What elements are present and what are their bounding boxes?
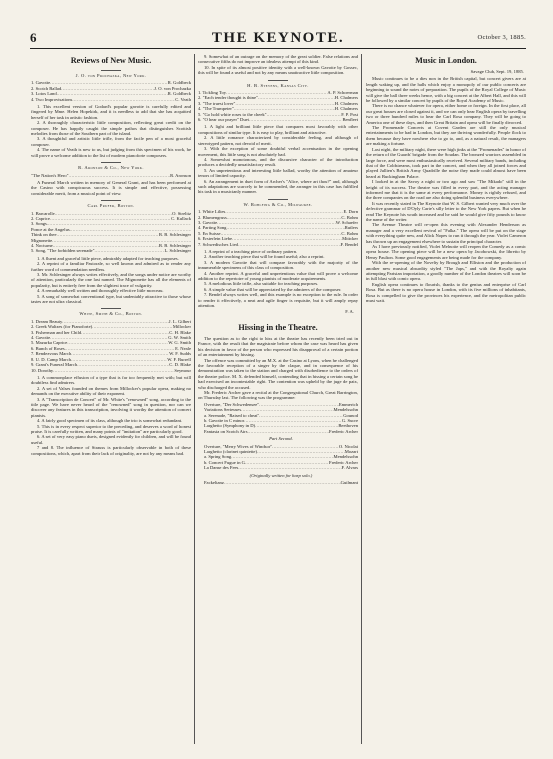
item-title: Fantasia on Scotch Airs — [204, 428, 248, 434]
list-item — [198, 117, 358, 122]
item-title: 4. Nocturne — [31, 242, 53, 248]
column-right — [366, 54, 526, 744]
section-publisher: J. O. von Prochazka, New York. — [31, 70, 191, 78]
item-composer: G. W. Smith — [168, 335, 191, 341]
item-composer: L. Schlesinger — [164, 248, 191, 254]
item-title: 1. Dream Beauty — [31, 318, 63, 324]
paragraph: 9. Somewhat of an outrage on the memory of the great soldier. False relations and consecutive fifths do not improve an idealess attempt of this kind. — [198, 54, 358, 65]
paragraph: English opera continues to flourish, thanks to the genius and enterprise of Carl Rosa. But as there is no opera house in London, with its five millions of inhabitants, Rosa is compelled to give the provinces his experience, and the metropolitan public must wait. — [366, 281, 526, 304]
item-title: La Danse des Fees — [204, 465, 239, 471]
item-composer: O. Strelitz — [172, 210, 191, 216]
paragraph: 6. An arrangement in duet form of Archer's "Alice, where art thou?" and, although such adaptations are scarcely to be commended, the arranger in this case has fulfilled his task in a musicianly manner. — [198, 178, 358, 195]
column-left — [31, 54, 191, 744]
item-composer: Rutlers — [344, 225, 358, 231]
item-title: 2. Greek Waltzes (for Pianoforte) — [31, 324, 93, 330]
item-title: 5. En Suisse — [198, 230, 221, 236]
review-signature: F. A. — [345, 309, 354, 315]
item-composer: C. D. Blake — [169, 362, 191, 368]
leader-dots — [249, 117, 342, 122]
paragraph: 5. A melodious little trifle, also suitable for teaching purposes. — [204, 281, 319, 287]
review-paragraphs — [31, 104, 191, 158]
paragraph: 3. A thoughtful and artistic little trifle, from the facile pen of a most graceful composer. — [31, 136, 191, 147]
paragraph: 6. A simple value that will be appreciated by the admirers of the composer. — [204, 286, 342, 292]
item-composer: E. Dorn — [343, 209, 358, 215]
item-composer: Beethoven — [338, 423, 358, 429]
leader-dots — [69, 173, 171, 178]
item-title: Overture, "Merry Wives of Windsor" — [204, 443, 273, 449]
item-title: a. Serenade, "Raised to cheat" — [204, 412, 260, 418]
item-composer: R. Goldbeck — [167, 80, 191, 86]
item-title: Fackeltanz — [204, 480, 224, 486]
item-composer: C. Kullack — [171, 215, 191, 221]
item-title: 1. White Lilies — [198, 209, 226, 215]
item-title: a. Spring Song — [204, 454, 232, 460]
item-title: 8. U. D. Camp March — [31, 356, 71, 362]
item-title: 4. Gavotte — [31, 335, 51, 341]
list-item — [204, 480, 358, 485]
item-title: 4. Parting Song — [198, 225, 227, 231]
item-title: 3. Songs. — [31, 221, 48, 227]
item-composer: Mozart — [344, 449, 358, 454]
item-title: 6. Ersterlein Liebe — [198, 236, 233, 242]
paragraph: Mr. Frederic Archer gave a recital at the Congregational Church, Great Barrington, on Thursday last. The following was the programme: — [198, 389, 358, 401]
paragraph: 2. A reprint of a familiar Pastorale, so well known and admired as to render any further word of commendation needless. — [31, 261, 191, 272]
list-item — [204, 429, 358, 434]
section-publisher: Carl Prufer, Boston. — [31, 200, 191, 208]
paragraph: 1. A fluent and graceful little piece, admirably adapted for teaching purposes. — [37, 255, 179, 261]
list-item — [31, 173, 191, 178]
item-composer: R. Aronson — [170, 172, 191, 178]
paragraph: 1. This excellent version of Godard's popular gavotte is carefully edited and fingered by Mme. Helen Hopekirk, and it is needless to add that she has acquitted herself of her task in artistic fashion. — [31, 104, 191, 120]
item-title: Larghetto (clarinet quintette) — [204, 449, 257, 454]
list-item — [198, 242, 358, 247]
paragraph: 4. The name of Veath is new to us, but judging from this specimen of his work, he will prove a welcome addition to the list of modern pianoforte composers. — [31, 147, 191, 158]
list-item — [204, 465, 358, 470]
item-title: 6. Bunch of Roses — [31, 345, 65, 351]
item-title: 2. Blumengruss — [198, 214, 227, 220]
item-title: 1. Tickling Toy — [198, 90, 227, 96]
paragraph: 7. Bendel always writes well, and this example is no exception to the rule. In order to render it effectively, a neat and agile finger is requisite, but it will amply repay attention. — [198, 292, 358, 309]
item-title: b. Gavotte in C minor — [204, 417, 245, 423]
paragraph: 5. This is in every respect superior to the preceding, and deserves a word of honest praise. It is carefully written, and many points of "imitation" are particularly good. — [31, 423, 191, 434]
leader-dots — [224, 480, 341, 485]
column-middle — [198, 54, 358, 744]
item-title: Ponce at the Angelus — [31, 226, 70, 232]
item-composer: F. Bendel — [340, 241, 358, 247]
leader-dots — [238, 465, 341, 470]
item-title: 3. Lotos Land — [31, 91, 57, 97]
item-title: 1. Gavotte — [31, 80, 51, 86]
music-list — [198, 90, 358, 122]
item-composer: F. P. Post — [341, 111, 358, 117]
article-title-reviews: Reviews of New Music. — [70, 56, 152, 65]
item-composer: A. P. Schoerman — [327, 90, 358, 96]
item-composer: Gounod — [343, 412, 358, 418]
list-item — [31, 368, 191, 373]
item-composer: Benfleet — [342, 117, 358, 123]
article-title-london: Music in London. — [415, 56, 477, 65]
item-title: 10. Dorothy — [31, 367, 54, 373]
item-composer: O. Nicolai — [338, 443, 358, 449]
paragraph: I looked in at the Savoy a night or two ago and saw "The Mikado" still in the height of its success. The theatre was filled in every part, and the acting manager informed me that it is the same at every performance. Money is rightly refused, and the three companies on the road are also doing splendid business everywhere. — [366, 179, 526, 201]
programme-note: (Originally written for harp solo.) — [249, 472, 313, 478]
section-publisher: H. B. Stevens, Kansas City. — [198, 80, 358, 88]
paragraph: 3. A "Transcription de Concert" of Mr. White's "renowned" song, according to the title page. We have never heard of the "renowned" song in question, nor can we discover any features in this transcription, involving it worthy the attention of concert pianists. — [31, 396, 191, 418]
paragraph: 4. Another reprint. A graceful and unpretentious value that will prove a welcome addition to the repertoire of young pianists of moderate acquirements. — [198, 270, 358, 282]
item-title: Overture, "Der Schwedensee" — [204, 401, 260, 407]
item-composer: J. O. von Prochazka — [154, 85, 191, 91]
item-composer: Seymour — [174, 367, 191, 373]
programme-part-heading: Part Second. — [269, 436, 293, 442]
review-paragraphs — [31, 375, 191, 456]
item-composer: H. Chalmers — [334, 106, 358, 112]
paragraph: 2. A thoroughly characteristic little composition, reflecting great credit on the composer. He has happily caught the simple pathos that distinguishes Scottish melodies from those of the Southern part of the island. — [31, 120, 191, 137]
paragraph: 2. A set of Valses founded on themes from Millocker's popular opera, making no demands on the executive ability of their exponent. — [31, 385, 191, 397]
page-number: 6 — [30, 30, 37, 45]
item-title: Variations Serieuses — [204, 407, 242, 413]
paragraph: Last night, the military night, there were high jinks at the "Promenades" in honor of the return of the Guards' brigade from the Soudan. The bronzed warriors assembled in large force, and were most enthusiastically received. Several military bands, including that of the Coldstreams, took part in the concert, and when they all joined forces and played Jullien's British Army Quadrille the noise they made could almost have been heard at Buckingham Palace. — [366, 146, 526, 179]
review-paragraphs — [31, 256, 191, 305]
leader-dots — [53, 368, 174, 373]
paragraph: 2. A little romance characterized by considerable feeling, and although of stereotyped pattern, not devoid of merit. — [198, 135, 358, 146]
item-composer: Mendelssohn — [333, 407, 358, 413]
issue-date: October 3, 1885. — [477, 34, 526, 41]
column-divider-right — [361, 54, 362, 744]
item-title: 4. "The Trumpeter" — [198, 106, 234, 112]
item-composer: C. Bohm — [341, 214, 358, 220]
item-composer: G. Sucre — [341, 417, 358, 423]
item-composer: Mendelssohn — [333, 454, 358, 460]
page-header — [30, 30, 526, 49]
paragraph: 3. Mr. Schlesinger always writes effectively, and the songs under notice are worthy of attention, particularly the one last named. The Mignonette has all the elements of popularity, but is entirely free from the slightest trace of vulgarity. — [31, 272, 191, 288]
review-paragraphs — [198, 249, 358, 308]
list-item — [31, 248, 191, 253]
music-list — [31, 319, 191, 373]
item-title: 3. Gavotte — [198, 219, 218, 225]
section-publisher: R. Aronson & Co., New York. — [31, 162, 191, 170]
paragraph: The question as to the right to hiss at the theatre has recently been tried out in France, with the result that the magistrate before whom the case was heard has given his decision in favor of the person who expressed his disapproval of a certain portion of an entertainment by hissing. — [198, 335, 358, 358]
item-composer: H. Chalmers — [334, 95, 358, 101]
leader-dots — [248, 429, 330, 434]
music-list — [31, 211, 191, 254]
item-title: 5. "Go hold white roses to the cheek" — [198, 111, 267, 117]
paragraph: 1. A commonplace effusion of a type that is far too frequently met with; but will doubtless find admirers. — [31, 374, 191, 386]
paragraph: The offence was committed by an M.X. at the Casino at Lyons, when he challenged the favorable reception of a singer by the claque, and in consequence of his demonstration was taken to the station and charged with disobedience to the orders of the theatre police. M. X. defended himself, contending that in hissing a certain song he had exercised an incontestable right. The contention was upheld by the juge de paix, who discharged the accused. — [198, 357, 358, 390]
item-title: 1. Barcarolle — [31, 210, 55, 216]
recital-programme — [204, 402, 358, 486]
item-composer: Frederic Archer — [329, 428, 358, 434]
section-publisher: W. Rohlfing & Co., Milwaukee. — [198, 199, 358, 207]
item-title: Larghetto (Symphony in D) — [204, 423, 256, 429]
item-composer: H. Chalmers — [334, 100, 358, 106]
paragraph: Music continues to be a dies non in the British capital, but concert givers are at length waking up, and the halls which enjoy a monopoly of our public concerts are beginning to sound the notes of preparation. The pupils of the Royal College of Music will give the ball three weeks hence, with a big concert at the Albert Hall, and this will be followed by a similar concert by pupils of the Royal Academy of Music. — [366, 76, 526, 104]
paragraph: 3. With the exception of some doubtful verbal accentuation in the opening movement, this little song is not absolutely bad. — [198, 146, 358, 157]
item-composer: Frederic Archer — [329, 459, 358, 465]
paragraph: It was recently stated in The Keynote that W. S. Gilbert wanted very much over the defective grammar of D'Oyly Carte's silly letter to the New York papers. But when he read The Keynote his wrath increased and he said he would give fifty pounds to know the name of the writer. — [366, 200, 526, 222]
item-composer: Emmerich — [338, 401, 358, 407]
article-title-hissing: Hissing in the Theatre. — [238, 322, 318, 332]
article-dateline: Savage Club, Sept. 19, 1885. — [470, 69, 524, 74]
programme-part-two — [204, 444, 358, 471]
item-composer: Millocker — [172, 324, 191, 330]
item-composer: B. B. Schlesinger — [158, 242, 191, 248]
paragraph: As I have previously notified, Violet Melnotte will reopen the Comedy as a comic opera house. The opening piece will be a new opera by Jacobowski, the libretto by Henry Paulton. Some good engagements are being made for the company. — [366, 244, 526, 260]
item-title: 2. Caprice — [31, 215, 50, 221]
item-title: 5. Mazurka Caprice — [31, 340, 68, 346]
paragraph: 2. Another teaching piece that will be found useful; also a reprint. — [204, 254, 325, 260]
item-composer: Guilmant — [340, 480, 358, 486]
item-title: 2. "Each tender thought is thine" — [198, 95, 258, 101]
item-composer: C. H. Blake — [169, 329, 191, 335]
item-title: 5. Song, "The forbidden serenade" — [31, 248, 95, 254]
paragraph: 1. A reprint of a teaching piece of ordinary pattern. — [204, 249, 298, 254]
music-list — [198, 209, 358, 247]
item-title: 3. Fisherman and her Child — [31, 329, 82, 335]
list-item — [31, 97, 191, 102]
paragraph: 5. A song of somewhat conventional type, but undeniably attractive to those whose tastes are not ultra classical. — [31, 293, 191, 305]
paragraph: There is no chance whatever for opera, either home or foreign. In the first place, all our great houses are closed against it, and we can only hear English opera by travelling two or three hundred miles to hear the Carl Rosa company. They will be going to America one of these days, and then Great Britain and opera will be finally divorced. — [366, 103, 526, 125]
item-title: 6. "O hear our prayer" Duet — [198, 117, 249, 123]
paragraph: 4. Somewhat monotonous, and the discursive character of the introduction produces a decidedly unsatisfactory result. — [198, 156, 358, 168]
item-composer: E. Neale — [175, 345, 191, 351]
programme-part-one — [204, 402, 358, 434]
item-title: 4. Two Improvisations — [31, 96, 73, 102]
article-paragraphs — [198, 336, 358, 401]
item-title: 7. Schwedisches Lied — [198, 241, 238, 247]
item-composer: J. L. Gilbert — [168, 318, 191, 324]
paragraph: 3. A modern Gavotte that will compare favorably with the majority of the innumerable specimens of this class of composition. — [198, 259, 358, 271]
item-composer: W. F. Sudds — [169, 351, 191, 357]
item-title: b. Concert Fugue in G — [204, 459, 245, 465]
music-list — [31, 80, 191, 102]
item-title: Mignonette — [31, 237, 53, 243]
item-composer: W. Schaefer — [335, 219, 358, 225]
paragraph: The Avenue Theatre will re-open this evening with Alexander Henderson as manager and a very excellent revival of "Falka." The opera will be put on the stage with everything quite new, and Alick Nopes to run it through the year. Violet Cameron has thrown up an engagement elsewhere to sustain the principal character. — [366, 222, 526, 244]
paragraph: 4. A remarkably well written and thoroughly effective little morceau. — [37, 288, 164, 294]
programme-final — [204, 480, 358, 485]
leader-dots — [94, 248, 164, 253]
column-divider-left — [194, 54, 195, 744]
item-composer: F. Alvars — [341, 465, 358, 471]
item-title: "The Nation's Hero" — [31, 172, 69, 178]
item-composer: C. Veath — [175, 96, 191, 102]
item-composer: W. F. Burrell — [167, 356, 191, 362]
music-list — [31, 173, 191, 178]
leader-dots — [238, 242, 341, 247]
masthead: THE KEYNOTE. — [211, 30, 345, 46]
item-composer: W. G. Smith — [168, 340, 191, 346]
paragraph: With the re-opening of the Novelty by Brough and Elliston and the production of another new musical absurdity styled "The Japs," and with the Royalty again attempting Parisian importation, a goodly number of the London theatres will soon be in full blast with comic opera. — [366, 260, 526, 282]
item-composer: R. Goldbeck — [167, 91, 191, 97]
item-composer: Mittcker — [342, 236, 358, 242]
paragraph: 5. An unpretentious and interesting little ballad, worthy the attention of amateur tenors of limited capacity. — [198, 167, 358, 179]
paragraph: 6. A set of very easy piano duets, designed evidently for children, and will be found useful. — [31, 434, 191, 445]
paragraph: 1. A light and brilliant little piece that compares most favorably with other compositions of similar type. It is easy to play, brilliant and attractive. — [198, 124, 358, 135]
review-paragraphs — [198, 54, 358, 76]
paragraph: 10. In spite of its almost positive identity with a well-known Gavotte by Gossec, this will be found a useful and not by any means unattractive little composition. — [198, 64, 358, 76]
paragraph: The Promenade Concerts at Covent Garden are still the only musical entertainments to be had in London, but they are thriving wonderfully. People flock to them because they have nowhere else to go to, and, as a natural result, the managers are making a fortune. — [366, 125, 526, 147]
item-title: 2. Scotch Ballad — [31, 85, 62, 91]
article-paragraphs — [366, 76, 526, 303]
section-publisher: White, Smith & Co., Boston. — [31, 308, 191, 316]
item-title: 9. Grant's Funeral March — [31, 362, 77, 368]
review-paragraphs — [31, 180, 191, 196]
review-paragraphs — [198, 124, 358, 194]
item-composer: C. Bohm — [341, 230, 358, 236]
leader-dots — [72, 97, 175, 102]
item-title: 7. Rendezvous March — [31, 351, 72, 357]
paragraph: A Funeral March written in memory of General Grant, and has been performed at the Casino with conspicuous success. It is simple and effective, possessing considerable merit, from a musical point of view. — [31, 179, 191, 196]
item-title: 3. "The truest lover" — [198, 100, 236, 106]
item-composer: B. B. Schlesinger — [158, 232, 191, 238]
paragraph: 7 and 8. The influence of Strauss is particularly observable in both of these compositions, which, apart from their lack of originality, are not by any means bad. — [31, 445, 191, 456]
paragraph: 4. A fairly good specimen of its class, although the trio is somewhat redundant. — [37, 418, 183, 424]
item-title: Think on thee — [31, 232, 57, 238]
